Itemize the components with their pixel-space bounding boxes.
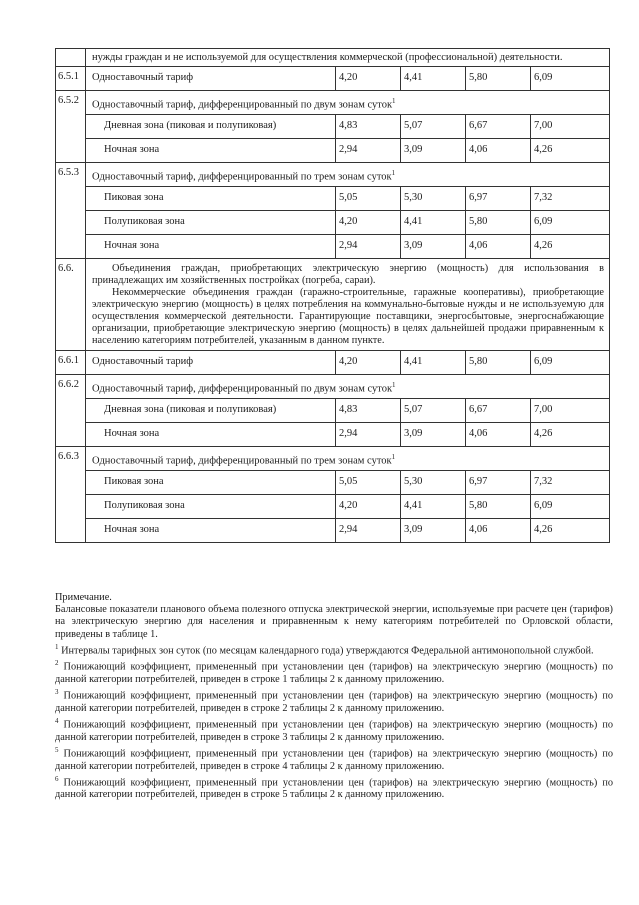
tariff-header: Одноставочный тариф, дифференцированный по двум зонам суток$^1$ — [92, 97, 396, 111]
zone-label: Ночная зона — [86, 519, 336, 542]
value-cell: 4,26 — [534, 144, 553, 155]
row-number: 6.6. — [56, 259, 86, 350]
value-cell: 2,94 — [336, 423, 401, 446]
tariff-label: Одноставочный тариф — [86, 67, 336, 90]
row-number: 6.6.1 — [56, 351, 86, 374]
tariff-line — [86, 67, 609, 90]
tariff-header: Одноставочный тариф, дифференцированный по трем зонам суток$^1$ — [92, 453, 396, 467]
value-cell: 5,05 — [336, 471, 401, 494]
footnote-5: $^5$ Понижающий коэффициент, примененный при установлении цен (тарифов) на электрическую энергию (мощность) по данной категории потребителей, приведен в строке 4 таблицы 2 к данному приложению. — [55, 745, 613, 772]
value-cell: 5,80 — [466, 211, 531, 234]
value-cell: 2,94 — [336, 235, 401, 258]
tariff-line — [86, 210, 609, 234]
value-cell: 4,41 — [401, 495, 466, 518]
row-number: 6.5.3 — [56, 163, 86, 258]
zone-label: Пиковая зона — [86, 471, 336, 494]
footnote-4: $^4$ Понижающий коэффициент, примененный при установлении цен (тарифов) на электрическую энергию (мощность) по данной категории потребителей, приведен в строке 3 таблицы 2 к данному приложению. — [55, 717, 613, 743]
table-row-6-6 — [55, 258, 610, 350]
value-cell: 5,05 — [336, 187, 401, 210]
value-cell: 4,41 — [401, 351, 466, 374]
value-cell: 4,06 — [466, 235, 531, 258]
footnote-2: $^2$ Понижающий коэффициент, примененный при установлении цен (тарифов) на электрическую энергию (мощность) по данной категории потребителей, приведен в строке 1 таблицы 2 к данному приложению. — [55, 659, 613, 686]
value-cell: 5,30 — [401, 187, 466, 210]
zone-label: Ночная зона — [86, 423, 336, 446]
tariff-line — [86, 470, 609, 494]
tariff-header: Одноставочный тариф, дифференцированный по двум зонам суток$^1$ — [92, 381, 396, 395]
value-cell: 6,97 — [466, 471, 531, 494]
value-cell: 4,20 — [336, 67, 401, 90]
value-cell: 5,80 — [466, 67, 531, 90]
value-cell: 3,09 — [401, 139, 466, 162]
tariff-line — [86, 138, 609, 162]
tariff-line — [86, 351, 609, 374]
value-cell: 5,07 — [401, 115, 466, 138]
value-cell: 4,20 — [336, 495, 401, 518]
tariff-table — [55, 48, 610, 543]
value-cell: 6,09 — [534, 500, 553, 511]
footnote-3: $^3$ Понижающий коэффициент, примененный при установлении цен (тарифов) на электрическую энергию (мощность) по данной категории потребителей, приведен в строке 2 таблицы 2 к данному приложению. — [55, 688, 613, 714]
value-cell: 4,20 — [336, 351, 401, 374]
value-cell: 7,00 — [534, 120, 553, 131]
value-cell: 6,67 — [466, 115, 531, 138]
value-cell: 4,83 — [336, 399, 401, 422]
notes-title: Примечание. — [55, 592, 112, 603]
table-row-6-6-2 — [55, 374, 610, 446]
value-cell: 6,67 — [466, 399, 531, 422]
tariff-header: Одноставочный тариф, дифференцированный по трем зонам суток$^1$ — [92, 169, 396, 183]
zone-label: Дневная зона (пиковая и полупиковая) — [86, 115, 336, 138]
value-cell: 4,26 — [534, 524, 553, 535]
zone-label: Полупиковая зона — [86, 495, 336, 518]
row-number-cell — [56, 49, 86, 66]
continuation-text: нужды граждан и не используемой для осуществления коммерческой (профессиональной) деятельности. — [92, 52, 563, 63]
footnote-6: $^6$ Понижающий коэффициент, примененный при установлении цен (тарифов) на электрическую энергию (мощность) по данной категории потребителей, приведен в строке 5 таблицы 2 к данному приложению. — [55, 774, 613, 801]
footnotes — [55, 592, 613, 802]
value-cell: 2,94 — [336, 519, 401, 542]
category-description — [86, 259, 609, 350]
tariff-line — [86, 422, 609, 446]
table-row-6-6-1 — [55, 350, 610, 374]
table-row-6-5-2 — [55, 90, 610, 162]
tariff-line — [86, 518, 609, 542]
tariff-line — [86, 114, 609, 138]
value-cell: 6,09 — [534, 72, 553, 83]
value-cell: 4,26 — [534, 240, 553, 251]
tariff-line — [86, 234, 609, 258]
value-cell: 7,00 — [534, 404, 553, 415]
value-cell: 6,09 — [534, 356, 553, 367]
value-cell: 3,09 — [401, 423, 466, 446]
balance-note: Балансовые показатели планового объема полезного отпуска электрической энергии, используемые при расчете цен (тарифов) на электрическую энергию для населения и приравненным к нему категориям потребителей по Орловской области, приведены в таблице 1. — [55, 604, 613, 640]
row-number: 6.6.3 — [56, 447, 86, 542]
value-cell: 5,30 — [401, 471, 466, 494]
value-cell: 4,06 — [466, 139, 531, 162]
table-row-6-5-3 — [55, 162, 610, 258]
value-cell: 5,80 — [466, 351, 531, 374]
table-row-6-6-3 — [55, 446, 610, 543]
table-row-continuation — [55, 48, 610, 66]
row-number: 6.6.2 — [56, 375, 86, 446]
value-cell: 7,32 — [534, 192, 553, 203]
value-cell: 3,09 — [401, 235, 466, 258]
value-cell: 4,20 — [336, 211, 401, 234]
row-number: 6.5.2 — [56, 91, 86, 162]
value-cell: 6,09 — [534, 216, 553, 227]
tariff-label: Одноставочный тариф — [86, 351, 336, 374]
zone-label: Ночная зона — [86, 139, 336, 162]
value-cell: 4,41 — [401, 211, 466, 234]
zone-label: Пиковая зона — [86, 187, 336, 210]
table-row-6-5-1 — [55, 66, 610, 90]
value-cell: 4,06 — [466, 519, 531, 542]
value-cell: 2,94 — [336, 139, 401, 162]
value-cell: 3,09 — [401, 519, 466, 542]
description-paragraph: Объединения граждан, приобретающих электрическую энергию (мощность) для использования в принадлежащих им хозяйственных постройках (погреба, сараи). — [92, 263, 604, 286]
zone-label: Ночная зона — [86, 235, 336, 258]
footnote-1: $^1$ Интервалы тарифных зон суток (по месяцам календарного года) утверждаются Федеральной антимонопольной службой. — [55, 642, 594, 657]
tariff-line — [86, 494, 609, 518]
value-cell: 7,32 — [534, 476, 553, 487]
row-number: 6.5.1 — [56, 67, 86, 90]
zone-label: Дневная зона (пиковая и полупиковая) — [86, 399, 336, 422]
value-cell: 4,06 — [466, 423, 531, 446]
description-paragraph: Некоммерческие объединения граждан (гаражно-строительные, гаражные кооперативы), приобретающие электрическую энергию (мощность) в целях потребления на коммунально-бытовые нужды и не используемую для осуществления коммерческой деятельности. Гарантирующие поставщики, энергосбытовые, энергоснабжающие организации, приобретающие электрическую энергию (мощность) в целях дальнейшей продажи приравненным к населению категориям потребителей, указанным в данном пункте. — [92, 287, 604, 346]
value-cell: 5,07 — [401, 399, 466, 422]
value-cell: 4,41 — [401, 67, 466, 90]
value-cell: 4,26 — [534, 428, 553, 439]
tariff-line — [86, 186, 609, 210]
zone-label: Полупиковая зона — [86, 211, 336, 234]
value-cell: 4,83 — [336, 115, 401, 138]
tariff-line — [86, 398, 609, 422]
value-cell: 6,97 — [466, 187, 531, 210]
value-cell: 5,80 — [466, 495, 531, 518]
